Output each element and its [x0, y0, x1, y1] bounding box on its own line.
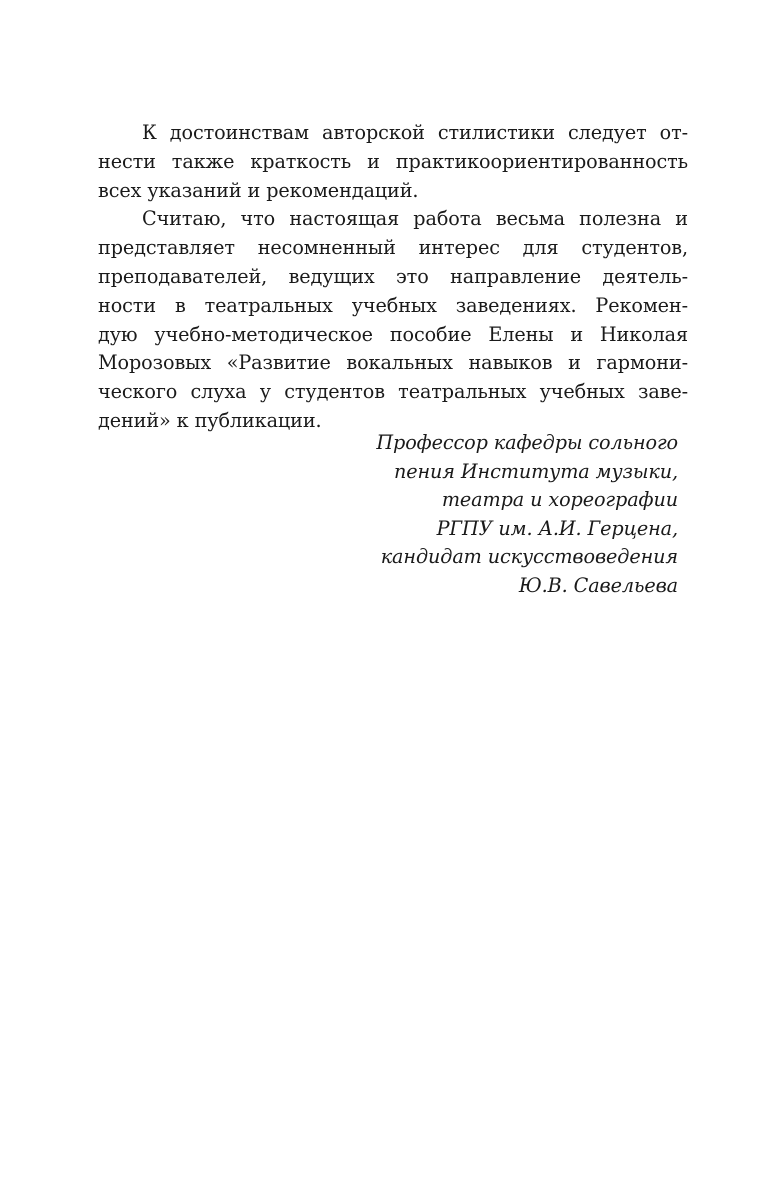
signature-name: Ю.В. Савельева — [518, 573, 678, 597]
signature-line: пения Института музыки, — [394, 459, 678, 483]
text-line: нести также краткость и практикоориентированность — [98, 149, 688, 173]
text-line: преподавателей, ведущих это направление деятель- — [98, 264, 688, 288]
signature-line: Профессор кафедры сольного — [376, 431, 678, 454]
paragraph-1 — [98, 119, 688, 205]
text-line: Морозовых «Развитие вокальных навыков и гармони- — [98, 351, 688, 375]
text-line: дую учебно-методическое пособие Елены и Николая — [98, 322, 688, 346]
signature-line: театра и хореографии — [441, 488, 678, 511]
signature-line: РГПУ им. А.И. Герцена, — [436, 516, 678, 540]
signature-block — [258, 429, 678, 600]
signature-line: кандидат искусствоведения — [380, 545, 678, 568]
text-line: Считаю, что настоящая работа весьма полезна и — [142, 207, 688, 231]
text-line: представляет несомненный интерес для студентов, — [98, 236, 688, 260]
body-text — [98, 119, 688, 436]
text-line: всех указаний и рекомендаций. — [98, 178, 419, 202]
text-line: К достоинствам авторской стилистики следует от- — [142, 121, 688, 144]
text-line: ности в театральных учебных заведениях. Рекомен- — [98, 293, 688, 317]
text-line: ческого слуха у студентов театральных учебных заве- — [98, 380, 688, 404]
text-line: дений» к публикации. — [98, 408, 322, 432]
paragraph-2 — [98, 205, 688, 435]
